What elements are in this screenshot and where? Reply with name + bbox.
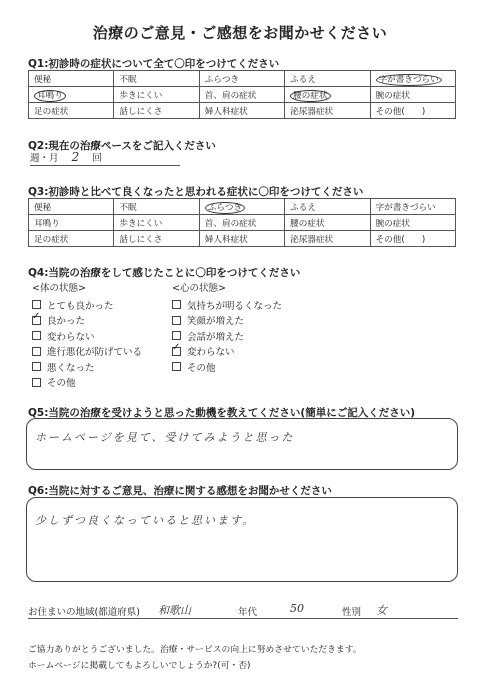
mind-state-heading: <心の状態> (172, 283, 226, 294)
checkbox[interactable] (172, 362, 181, 371)
option-label: 変わらない (47, 331, 95, 343)
q1-cell[interactable] (29, 87, 114, 103)
pace-separator: ・ (39, 153, 50, 164)
gender-value[interactable]: 女 (376, 604, 387, 617)
page-title: 治療のご意見・ご感想をお聞かせください (92, 24, 388, 42)
body-option-row[interactable] (32, 328, 142, 344)
checkbox-checked[interactable] (32, 316, 41, 325)
q1-cell[interactable]: 便秘 (29, 71, 114, 87)
q3-cell[interactable]: 泌尿器症状 (285, 231, 370, 247)
q6-answer-text: 少しずつ良くなっていると思います。 (35, 514, 256, 527)
checkbox[interactable] (32, 331, 41, 340)
pace-month: 月 (49, 153, 59, 164)
q1-circled-option: 腰の症状 (290, 90, 330, 102)
body-state-column (32, 280, 142, 390)
q5-title: Q5:当院の治療を受けようと思った動機を教えてください(簡単にご記入ください) (28, 407, 416, 419)
body-option-row[interactable] (32, 297, 142, 313)
q3-cell[interactable]: 腕の症状 (370, 215, 455, 231)
q3-cell[interactable]: 婦人科症状 (199, 231, 284, 247)
q1-circled-option: 耳鳴り (34, 90, 66, 102)
checkbox[interactable] (32, 378, 41, 387)
age-label: 年代 (238, 607, 258, 618)
q1-cell[interactable]: 足の症状 (29, 103, 114, 119)
checkbox[interactable] (32, 300, 41, 309)
gender-label: 性別 (342, 607, 362, 618)
q5-answer-text: ホームページを見て、受けてみようと思った (35, 431, 295, 444)
option-label: 良かった (47, 316, 86, 328)
q3-cell[interactable]: 便秘 (29, 199, 114, 215)
publish-consent-question: ホームページに掲載してもよろしいでしょうか?(可・否) (28, 661, 251, 671)
checkbox[interactable] (172, 331, 181, 340)
q1-circled-option: 字が書きづらい (376, 74, 442, 86)
checkbox[interactable] (172, 300, 181, 309)
mind-option-row[interactable] (172, 328, 282, 344)
q1-cell[interactable] (370, 71, 455, 87)
q1-cell[interactable]: ふらつき (199, 71, 284, 87)
q1-cell[interactable]: 腕の症状 (370, 87, 455, 103)
mind-option-row[interactable] (172, 297, 282, 313)
region-value[interactable]: 和歌山 (158, 604, 191, 617)
q6-title: Q6:当院に対するご意見、治療に関する感想をお聞かせください (28, 485, 332, 497)
q1-cell[interactable]: 婦人科症状 (199, 103, 284, 119)
q3-cell[interactable]: 話しにくさ (114, 231, 199, 247)
respondent-info-row (28, 602, 458, 619)
q4-title: Q4:当院の治療をして感じたことに〇印をつけてください (28, 267, 301, 279)
checkbox[interactable] (32, 347, 41, 356)
q3-cell[interactable]: その他( ) (370, 231, 455, 247)
q1-symptom-table (28, 70, 456, 119)
mind-state-column (172, 280, 282, 375)
q3-cell[interactable]: 不眠 (114, 199, 199, 215)
mind-option-row[interactable] (172, 359, 282, 375)
q1-cell[interactable]: ふるえ (285, 71, 370, 87)
option-label: 変わらない (187, 347, 235, 359)
region-label: お住まいの地域(都道府県) (28, 607, 140, 618)
q2-title: Q2:現在の治療ペースをご記入ください (28, 140, 216, 152)
thanks-message: ご協力ありがとうございました。治療・サービスの向上に努めさせていただきます。 (28, 645, 362, 655)
q3-cell[interactable]: 首、肩の症状 (199, 215, 284, 231)
q1-title: Q1:初診時の症状について全て〇印をつけてください (28, 58, 280, 70)
option-label: とても良かった (47, 300, 114, 312)
body-option-row[interactable] (32, 313, 142, 329)
pace-count: 2 (71, 150, 80, 164)
option-label: 会話が増えた (187, 331, 245, 343)
option-label: 進行悪化が防げている (47, 347, 143, 359)
q1-cell[interactable]: 首、肩の症状 (199, 87, 284, 103)
q6-answer-box[interactable] (26, 497, 458, 582)
option-label: その他 (187, 362, 216, 374)
pace-week: 週 (30, 153, 40, 164)
pace-unit: 回 (92, 153, 102, 164)
q3-cell[interactable]: 足の症状 (29, 231, 114, 247)
option-label: その他 (47, 378, 76, 390)
q1-cell[interactable]: 不眠 (114, 71, 199, 87)
q3-symptom-table (28, 198, 456, 247)
pace-field[interactable] (30, 150, 180, 166)
checkbox-checked[interactable] (172, 347, 181, 356)
q3-circled-option: ふらつき (205, 202, 245, 214)
checkbox[interactable] (172, 316, 181, 325)
q3-title: Q3:初診時と比べて良くなったと思われる症状に〇印をつけてください (28, 186, 364, 198)
q1-cell[interactable] (285, 87, 370, 103)
q3-cell[interactable]: 耳鳴り (29, 215, 114, 231)
q3-cell[interactable]: 字が書きづらい (370, 199, 455, 215)
mind-option-row[interactable] (172, 344, 282, 360)
q1-cell[interactable]: 歩きにくい (114, 87, 199, 103)
option-label: 笑顔が増えた (187, 316, 245, 328)
q1-cell[interactable]: その他( ) (370, 103, 455, 119)
option-label: 気持ちが明るくなった (187, 300, 283, 312)
checkbox[interactable] (32, 362, 41, 371)
q3-cell[interactable]: ふるえ (285, 199, 370, 215)
q5-answer-box[interactable] (26, 418, 458, 470)
q3-cell[interactable]: 歩きにくい (114, 215, 199, 231)
option-label: 悪くなった (47, 362, 95, 374)
mind-option-row[interactable] (172, 313, 282, 329)
body-state-heading: <体の状態> (32, 283, 86, 294)
age-value[interactable]: 50 (290, 602, 304, 615)
q1-cell[interactable]: 泌尿器症状 (285, 103, 370, 119)
body-option-row[interactable] (32, 359, 142, 375)
body-option-row[interactable] (32, 344, 142, 360)
body-option-row[interactable] (32, 375, 142, 391)
q3-cell[interactable] (199, 199, 284, 215)
q3-cell[interactable]: 腰の症状 (285, 215, 370, 231)
q1-cell[interactable]: 話しにくさ (114, 103, 199, 119)
